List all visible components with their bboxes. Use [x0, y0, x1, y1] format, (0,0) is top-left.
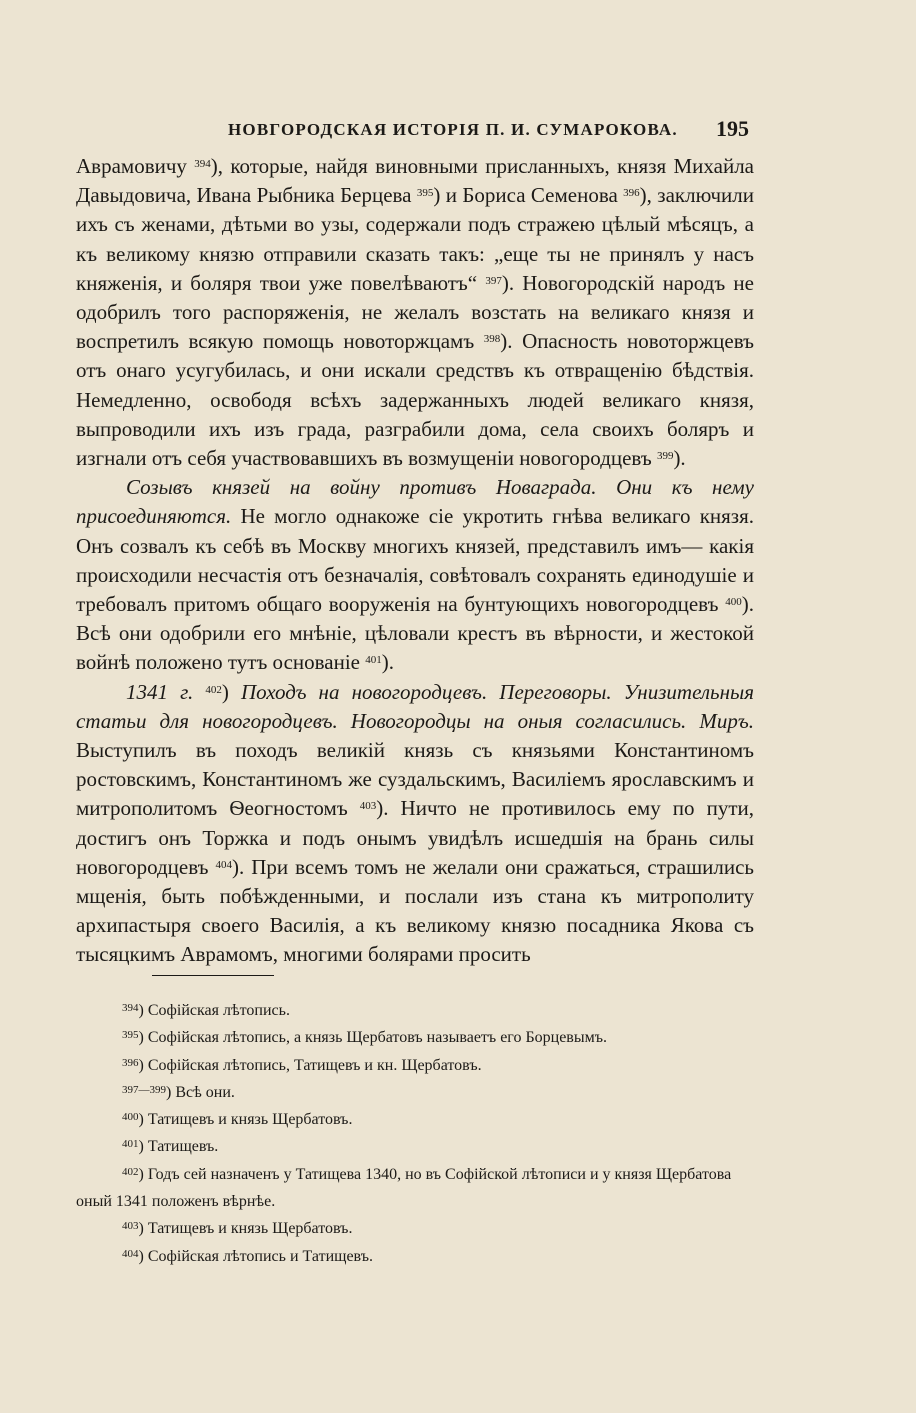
footnote	[76, 1052, 754, 1079]
footnote-mark: 397—399	[122, 1083, 166, 1096]
footnote-ref-404: 404	[215, 858, 232, 871]
text-run: ) и Бориса Семенова	[433, 183, 624, 208]
footnote-ref-396: 396	[623, 187, 640, 200]
footnote-text: ) Татищевъ.	[138, 1138, 219, 1156]
footnote	[76, 1079, 754, 1106]
text-run: Аврамовичу	[76, 154, 195, 178]
footnote-text: ) Татищевъ и князь Щербатовъ.	[138, 1220, 353, 1238]
footnotes	[76, 997, 754, 1270]
footnote-mark: 400	[122, 1111, 139, 1124]
footnote-mark: 403	[122, 1220, 139, 1233]
footnote-ref-402: 402	[205, 683, 222, 696]
footnote-mark: 394	[122, 1002, 139, 1014]
footnote-ref-395: 395	[416, 187, 434, 200]
year-marker: 1341 г.	[126, 679, 194, 704]
footnote	[76, 1133, 754, 1160]
footnote-ref-398: 398	[483, 333, 501, 346]
footnote-ref-401: 401	[365, 654, 382, 667]
footnote-ref-394: 394	[194, 158, 211, 170]
footnote-ref-399: 399	[656, 450, 674, 463]
footnote-text: ) Софійская лѣтопись, а князь Щербатовъ называетъ его Борцевымъ.	[138, 1029, 608, 1047]
paragraph-3	[76, 678, 754, 970]
text-run: ), заключили ихъ съ женами, дѣтьми во узы, содержали подъ стражею цѣлый мѣсяцъ, а къ великому князю отправили сказать такъ: „еще ты не принялъ у насъ княженія, и боляря твои уже повелѣваютъ“	[76, 183, 754, 295]
footnote-text: ) Годъ сей назначенъ у Татищева 1340, но въ Софійской лѣтописи и у князя Щербатова оный 1341 положенъ вѣрнѣе.	[76, 1165, 732, 1211]
page-number: 195	[716, 116, 749, 141]
footnote	[76, 1024, 754, 1051]
footnote-text: ) Софійская лѣтопись.	[138, 1002, 290, 1019]
footnote-ref-397: 397	[485, 274, 502, 287]
paragraph-1	[76, 152, 754, 473]
footnote-separator	[152, 975, 274, 976]
footnote-mark: 401	[122, 1138, 139, 1151]
text-run: ). При всемъ томъ не желали они сражаться, страшились мщенія, быть побѣжденными, и послали изъ стана къ митрополиту архипастыря своего Василія, а къ великому князю посадника Якова съ тысяцкимъ Аврамомъ, многими болярами просить	[76, 854, 754, 967]
text-run: ).	[381, 650, 394, 675]
text-run: Не могло однакоже сіе укротить гнѣва великаго князя. Онъ созвалъ къ себѣ въ Москву многихъ князей, представилъ имъ— какія происходили несчастія отъ безначалія, совѣтовалъ сохранять единодушіе и требовалъ притомъ общаго вооруженія на бунтующихъ новогородцевъ	[76, 504, 754, 617]
footnote	[76, 997, 754, 1024]
footnote-text: ) Всѣ они.	[166, 1083, 235, 1101]
main-text	[76, 152, 754, 970]
footnote-mark: 395	[122, 1029, 139, 1042]
text-run: ). Ничто не противилось ему по пути, достигъ онъ Торжка и подъ онымъ увидѣлъ исшедшія на брань силы новогородцевъ	[76, 796, 754, 879]
footnote-text: ) Софійская лѣтопись и Татищевъ.	[138, 1247, 373, 1265]
text-run: ).	[673, 446, 686, 471]
text-run: ). Опасность новоторжцевъ отъ онаго усугубилась, и они искали средствъ къ отвращенію бѣдствія. Немедленно, освободя всѣхъ задержанныхъ людей великаго князя, выпроводили ихъ изъ града, разграбили дома, села своихъ боляръ и изгнали отъ себя участвовавшихъ въ возмущеніи новогородцевъ	[76, 329, 754, 471]
footnote	[76, 1215, 754, 1242]
footnote	[76, 1161, 754, 1216]
footnote	[76, 1106, 754, 1133]
page-header	[76, 116, 756, 146]
footnote-ref-400: 400	[725, 596, 742, 609]
footnote-text: ) Татищевъ и князь Щербатовъ.	[138, 1111, 353, 1129]
footnote	[76, 1243, 754, 1270]
text-run: ), которые, найдя виновными присланныхъ, князя Михайла Давыдовича, Ивана Рыбника Берцева	[76, 154, 754, 208]
footnote-mark: 402	[122, 1165, 139, 1178]
text-run: ). Всѣ они одобрили его мнѣніе, цѣловали крестъ въ вѣрности, и жестокой войнѣ положено тутъ основаніе	[76, 592, 754, 675]
footnote-mark: 396	[122, 1056, 139, 1069]
section-heading: Созывъ князей на войну противъ Новаграда. Они къ нему присоединяются.	[76, 475, 754, 529]
text-run: )	[221, 679, 241, 704]
footnote-text: ) Софійская лѣтопись, Татищевъ и кн. Щербатовъ.	[138, 1056, 482, 1074]
footnote-mark: 404	[122, 1247, 139, 1260]
section-heading: Походъ на новогородцевъ. Переговоры. Унизительныя статьи для новогородцевъ. Новогородцы на оныя согласились. Миръ.	[76, 679, 754, 733]
paragraph-2	[76, 473, 754, 677]
text-run: Выступилъ въ походъ великій князь съ князьями Константиномъ ростовскимъ, Константиномъ же суздальскимъ, Василіемъ ярославскимъ и митрополитомъ Ѳеогностомъ	[76, 738, 754, 821]
running-title: НОВГОРОДСКАЯ ИСТОРІЯ П. И. СУМАРОКОВА.	[228, 120, 678, 139]
footnote-ref-403: 403	[359, 800, 377, 813]
text-run: ). Новогородскій народъ не одобрилъ того распоряженія, не желалъ возстать на великаго князя и воспретилъ всякую помощь новоторжцамъ	[76, 270, 754, 354]
